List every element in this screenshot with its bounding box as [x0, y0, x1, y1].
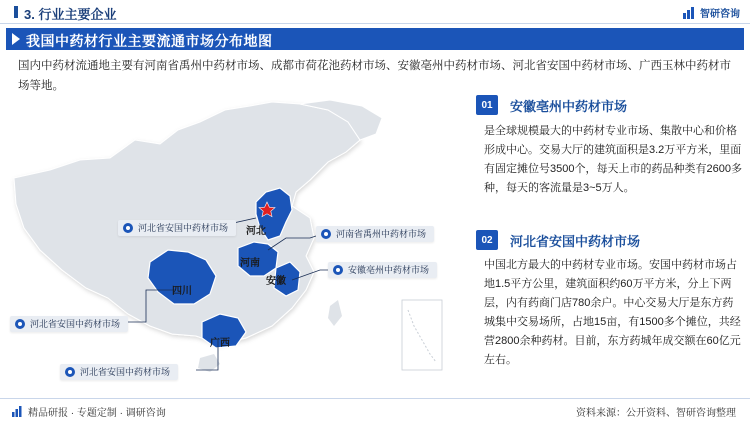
callout-sichuan[interactable]	[10, 316, 128, 332]
callout-label: 河北省安国中药材市场	[80, 367, 171, 377]
label-sichuan: 四川	[172, 286, 192, 297]
footer-tagline-text: 精品研报 · 专题定制 · 调研咨询	[28, 408, 166, 419]
market-number-badge: 01	[476, 95, 498, 115]
brand-logo[interactable]	[683, 5, 740, 20]
location-pin-icon	[333, 265, 343, 275]
market-heading-02	[476, 230, 640, 250]
source-note: 资料来源：公开资料、智研咨询整理	[576, 408, 736, 419]
logo-icon	[683, 7, 697, 19]
footer-divider	[0, 398, 750, 399]
callout-guangxi[interactable]	[60, 364, 178, 380]
map-svg	[10, 100, 460, 390]
china-map	[10, 100, 460, 390]
market-description-02: 中国北方最大的中药材专业市场。安国中药材市场占地1.5平方公里，建筑面积约60万平方米，分上下两层，内有药商门店780余户。中心交易大厅是东方药城集中交易场所，占地15亩，有1500多个摊位，共经营2800余种药材。目前，东方药城年成交额在60亿元左右。	[484, 259, 741, 366]
location-pin-icon	[15, 319, 25, 329]
callout-label: 河南省禹州中药材市场	[336, 229, 427, 239]
label-guangxi: 广西	[210, 338, 230, 349]
market-name: 河北省安国中药材市场	[510, 233, 641, 249]
callout-label: 河北省安国中药材市场	[30, 319, 121, 329]
callout-label: 河北省安国中药材市场	[138, 223, 229, 233]
section-title: 3. 行业主要企业	[24, 7, 117, 22]
page-title: 我国中药材行业主要流通市场分布地图	[26, 33, 273, 49]
market-description-01: 是全球规模最大的中药材专业市场、集散中心和价格形成中心。交易大厅的建筑面积是3.2万平方米，里面有固定摊位号3500个，每天上市的药品种类有2600多种，每天的客流量是3~5万人。	[484, 125, 742, 194]
section-marker	[14, 6, 18, 18]
title-arrow-icon	[12, 33, 20, 45]
chart-bars-icon	[12, 406, 24, 417]
market-heading-01	[476, 95, 627, 115]
callout-anhui-bozhou[interactable]	[328, 262, 437, 278]
location-pin-icon	[65, 367, 75, 377]
footer-tagline[interactable]	[12, 404, 166, 419]
intro-text: 国内中药材流通地主要有河南省禹州中药材市场、成都市荷花池药材市场、安徽亳州中药材市场、河北省安国中药材市场、广西玉林中药材市场等地。	[18, 60, 731, 92]
label-henan: 河南	[240, 258, 260, 269]
taiwan-island	[328, 300, 342, 326]
hainan-island	[198, 354, 220, 372]
callout-hebei-anguo[interactable]	[118, 220, 236, 236]
callout-henan-yuzhou[interactable]	[316, 226, 434, 242]
market-number-badge: 02	[476, 230, 498, 250]
callout-label: 安徽亳州中药材市场	[348, 265, 430, 275]
location-pin-icon	[123, 223, 133, 233]
location-pin-icon	[321, 229, 331, 239]
label-hebei: 河北	[246, 226, 266, 237]
label-anhui: 安徽	[266, 276, 286, 287]
market-name: 安徽亳州中药材市场	[510, 98, 628, 114]
logo-text: 智研咨询	[700, 9, 740, 20]
